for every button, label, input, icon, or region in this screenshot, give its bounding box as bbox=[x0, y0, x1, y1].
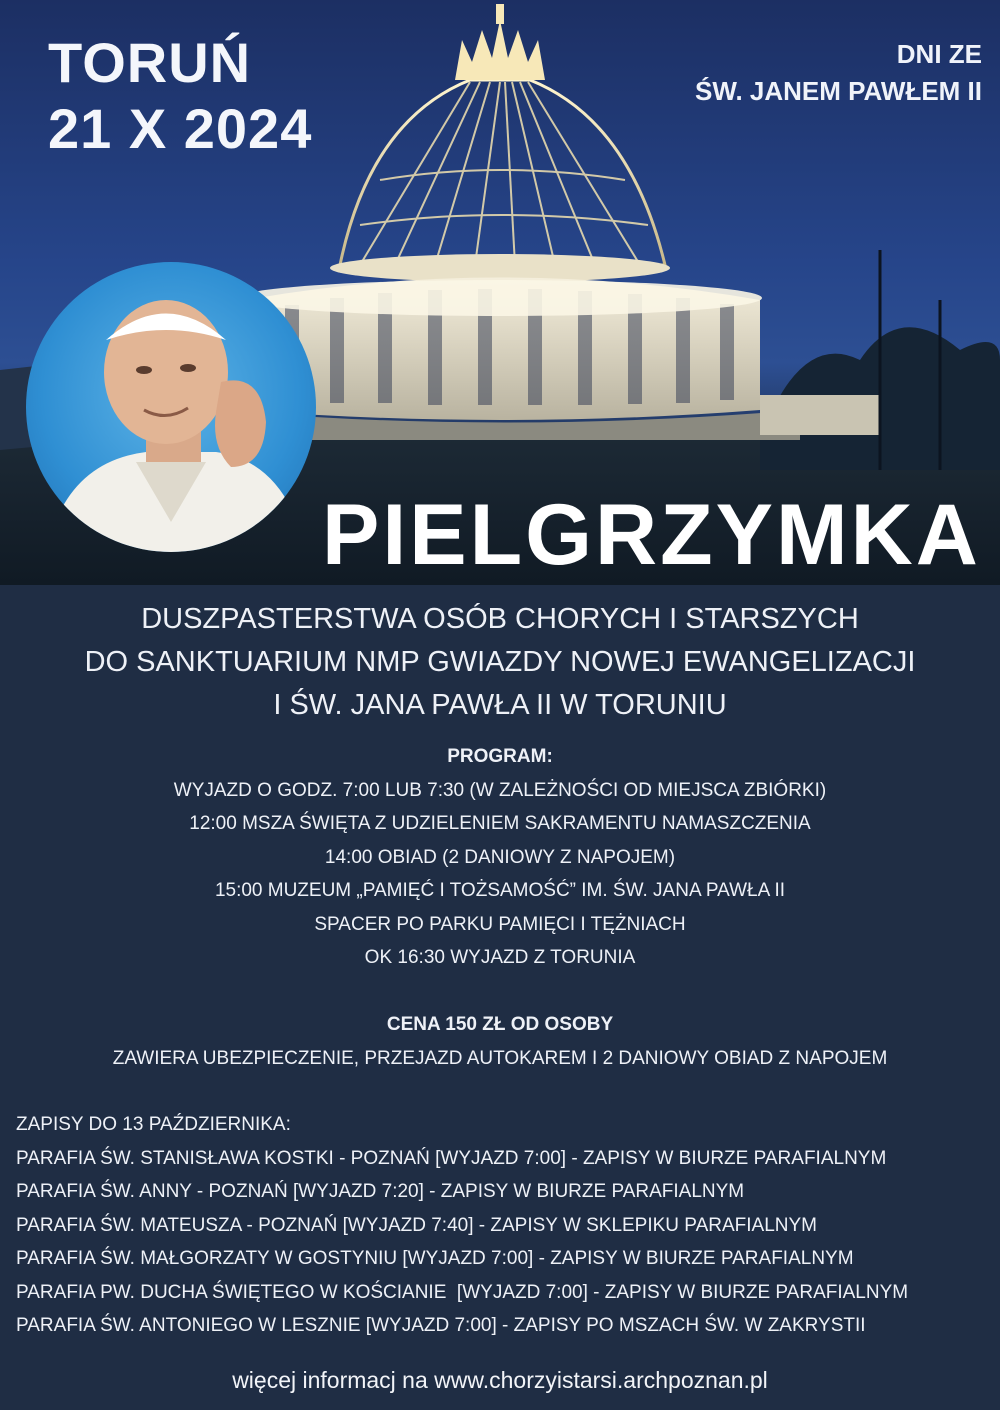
portrait-illustration bbox=[26, 262, 316, 552]
program-item: 12:00 MSZA ŚWIĘTA Z UDZIELENIEM SAKRAMENTU NAMASZCZENIA bbox=[189, 813, 811, 834]
program-section bbox=[0, 740, 1000, 975]
parish-item: PARAFIA ŚW. STANISŁAWA KOSTKI - POZNAŃ [WYJAZD 7:00] - ZAPISY W BIURZE PARAFIALNYM bbox=[16, 1147, 887, 1169]
parish-item: PARAFIA ŚW. ANNY - POZNAŃ [WYJAZD 7:20] - ZAPISY W BIURZE PARAFIALNYM bbox=[16, 1181, 745, 1202]
program-item: OK 16:30 WYJAZD Z TORUNIA bbox=[364, 947, 636, 968]
parish-item: PARAFIA PW. DUCHA ŚWIĘTEGO W KOŚCIANIE [WYJAZD 7:00] - ZAPISY W BIURZE PARAFIALNYM bbox=[16, 1281, 909, 1303]
headline-title: PIELGRZYMKA bbox=[322, 487, 981, 583]
price-details: ZAWIERA UBEZPIECZENIE, PRZEJAZD AUTOKAREM I 2 DANIOWY OBIAD Z NAPOJEM bbox=[112, 1048, 888, 1069]
event-location-date bbox=[48, 30, 312, 162]
date-label: 21 X 2024 bbox=[48, 97, 313, 160]
hero-banner bbox=[0, 0, 1000, 585]
subtitle-line-1: DUSZPASTERSTWA OSÓB CHORYCH I STARSZYCH bbox=[141, 603, 859, 635]
price-heading: CENA 150 ZŁ OD OSOBY bbox=[386, 1014, 614, 1035]
series-line-2: ŚW. JANEM PAWŁEM II bbox=[695, 76, 982, 106]
pope-portrait bbox=[26, 262, 316, 552]
parish-item: PARAFIA ŚW. ANTONIEGO W LESZNIE [WYJAZD 7:00] - ZAPISY PO MSZACH ŚW. W ZAKRYSTII bbox=[16, 1315, 866, 1336]
location-label: TORUŃ bbox=[48, 31, 252, 94]
program-item: SPACER PO PARKU PAMIĘCI I TĘŻNIACH bbox=[314, 913, 686, 935]
parish-item: PARAFIA ŚW. MAŁGORZATY W GOSTYNIU [WYJAZD 7:00] - ZAPISY W BIURZE PARAFIALNYM bbox=[16, 1248, 854, 1269]
program-item: WYJAZD O GODZ. 7:00 LUB 7:30 (W ZALEŻNOŚCI OD MIEJSCA ZBIÓRKI) bbox=[173, 779, 827, 801]
program-heading: PROGRAM: bbox=[447, 746, 553, 767]
program-item: 15:00 MUZEUM „PAMIĘĆ I TOŻSAMOŚĆ” IM. ŚW. JANA PAWŁA II bbox=[214, 880, 786, 901]
signup-section bbox=[16, 1108, 996, 1343]
series-line-1: DNI ZE bbox=[896, 39, 982, 69]
subtitle-line-2: DO SANKTUARIUM NMP GWIAZDY NOWEJ EWANGELIZACJI bbox=[84, 646, 916, 678]
price-section bbox=[0, 1008, 1000, 1076]
series-title bbox=[562, 36, 982, 110]
organizer-subtitle bbox=[0, 598, 1000, 727]
subtitle-line-3: I ŚW. JANA PAWŁA II W TORUNIU bbox=[273, 689, 727, 721]
signup-heading: ZAPISY DO 13 PAŹDZIERNIKA: bbox=[16, 1114, 291, 1135]
more-info-footer: więcej informacj na www.chorzyistarsi.archpoznan.pl bbox=[232, 1367, 768, 1393]
program-item: 14:00 OBIAD (2 DANIOWY Z NAPOJEM) bbox=[324, 846, 676, 868]
parish-item: PARAFIA ŚW. MATEUSZA - POZNAŃ [WYJAZD 7:40] - ZAPISY W SKLEPIKU PARAFIALNYM bbox=[16, 1214, 817, 1236]
